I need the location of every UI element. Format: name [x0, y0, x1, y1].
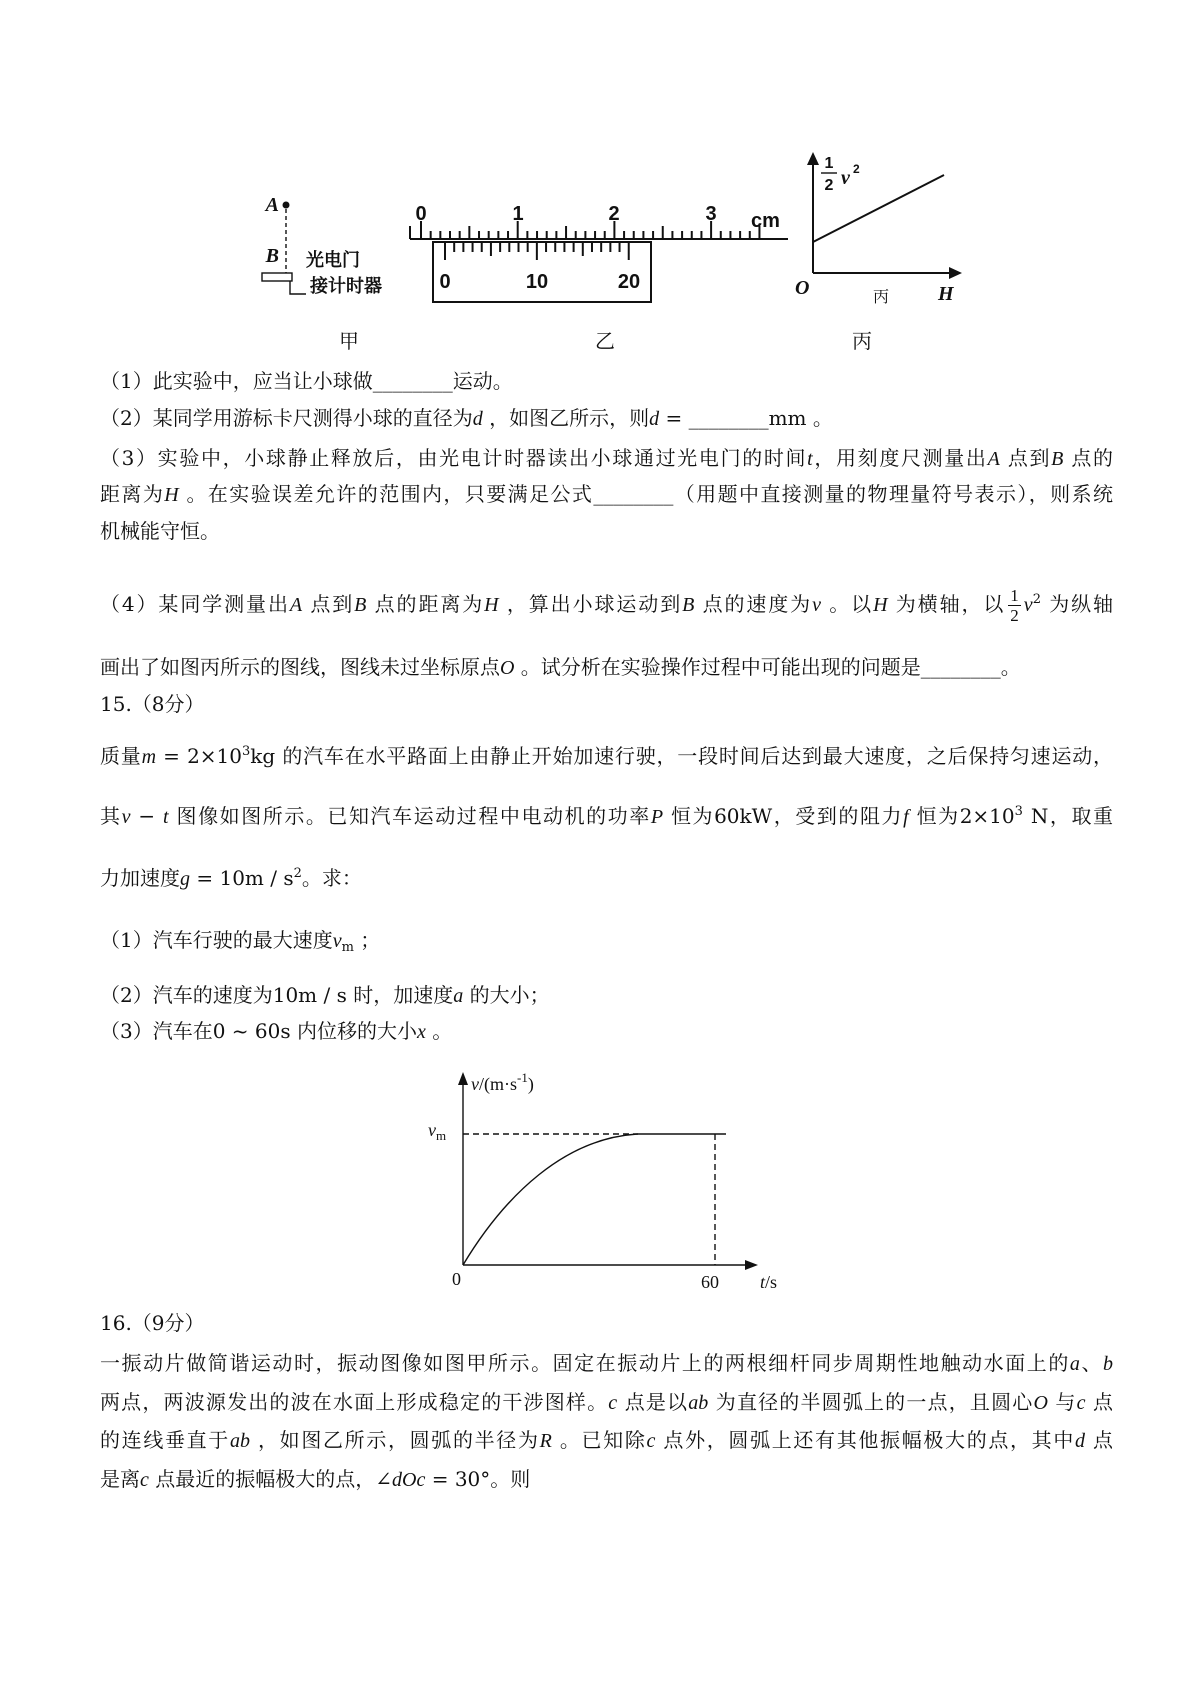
figure-jia	[262, 194, 382, 353]
q14-item-3-line-1	[100, 444, 1113, 472]
x-label: H	[938, 283, 954, 305]
text-run: /(m·s	[479, 1074, 517, 1094]
math-variable: dOc	[392, 1469, 426, 1491]
text-run: 画出了如图丙所示的图线，图线未过坐标原点	[100, 655, 500, 679]
text-run: 一振动片做简谐运动时，振动图像如图甲所示。固定在振动片上的两根细杆同步周期性地触动水面上的	[100, 1351, 1070, 1375]
text-run: （4）某同学测量出	[100, 592, 290, 616]
timer-label: 接计时器	[310, 276, 382, 297]
math-variable: b	[1103, 1353, 1114, 1375]
q16-stem-line-2	[100, 1388, 1113, 1416]
figure-bing	[795, 152, 962, 353]
text-run: 。求：	[301, 866, 362, 890]
text-run: 为纵轴	[1040, 592, 1114, 616]
vt-graph	[458, 1072, 758, 1270]
text-run: )	[527, 1074, 534, 1094]
superscript: 3	[1014, 804, 1023, 819]
math-variable: v	[121, 806, 131, 828]
figure-bing-caption: 丙	[852, 329, 872, 353]
q14-item-1	[100, 367, 1113, 395]
text-run: 。试分析在实验操作过程中可能出现的问题是________。	[514, 655, 1021, 679]
text-run: 是离	[100, 1467, 140, 1491]
math-variable: t	[163, 806, 169, 828]
text-run: ，如图乙所示，则	[482, 406, 650, 430]
text-run: 图像如图所示。已知汽车运动过程中电动机的功率	[168, 804, 651, 828]
velocity-curve	[463, 1134, 638, 1265]
math-variable: O	[500, 657, 515, 679]
x-axis-arrow	[949, 267, 962, 279]
math-variable: A	[289, 594, 303, 616]
text-run: ；	[353, 928, 381, 952]
text-run: 点	[1085, 1390, 1114, 1414]
math-variable: B	[682, 594, 695, 616]
fraction-denominator: 2	[1010, 606, 1019, 625]
text-run: −	[130, 804, 164, 828]
point-a-dot	[283, 202, 290, 209]
text-run: 点的速度为	[694, 592, 813, 616]
text-run: 质量	[100, 744, 142, 768]
math-variable: H	[484, 594, 499, 616]
timer-connector	[290, 281, 306, 294]
text-run: 的大小；	[463, 983, 550, 1007]
text-run: 、	[1079, 1351, 1104, 1375]
text-run: 点	[1085, 1428, 1114, 1452]
vt-vm-label	[428, 1119, 446, 1141]
text-run: （3）实验中，小球静止释放后，由光电计时器读出小球通过光电门的时间	[100, 446, 808, 470]
origin-label: O	[795, 277, 810, 299]
text-run: 恒为60kW，受到的阻力	[663, 804, 904, 828]
superscript: 2	[1032, 592, 1041, 607]
text-run: ，算出小球运动到	[498, 592, 683, 616]
text-run: （2）汽车的速度为10m / s 时，加速度	[100, 983, 454, 1007]
text-run: = 10m / s	[190, 866, 294, 890]
math-variable: f	[903, 806, 909, 828]
math-variable: ab	[688, 1392, 709, 1414]
q14-item-3-line-2	[100, 480, 1113, 508]
math-variable: H	[873, 594, 888, 616]
q14-item-3-line-3	[100, 517, 1113, 545]
text-run: 点外，圆弧上还有其他振幅极大的点，其中	[655, 1428, 1076, 1452]
math-variable: P	[650, 806, 664, 828]
text-run: = ________mm 。	[659, 406, 833, 430]
q14-item-4-line-2	[100, 653, 1113, 681]
text-run: （1）此实验中，应当让小球做________运动。	[100, 369, 513, 393]
math-variable: c	[646, 1430, 656, 1452]
superscript: 2	[293, 866, 302, 881]
text-run: 恒为2×10	[908, 804, 1015, 828]
superscript: -1	[517, 1070, 528, 1085]
text-run: 力加速度	[100, 866, 180, 890]
main-scale-label: 3	[705, 203, 717, 225]
math-variable: B	[1051, 448, 1064, 470]
text-run: 点到	[302, 592, 355, 616]
q14-item-2	[100, 404, 1113, 432]
vt-x-axis-label	[760, 1271, 777, 1293]
vt-y-axis-label	[471, 1070, 534, 1095]
math-variable: v	[471, 1074, 479, 1094]
text-run: ，用刻度尺测量出	[812, 446, 988, 470]
q16-header: 16.（9分）	[100, 1311, 205, 1335]
text-run: 为直径的半圆弧上的一点，且圆心	[708, 1390, 1034, 1414]
text-run: kg 的汽车在水平路面上由静止开始加速行驶，一段时间后达到最大速度，之后保持匀速运动，	[250, 744, 1114, 768]
text-run: 两点，两波源发出的波在水面上形成稳定的干涉图样。	[100, 1390, 609, 1414]
text-run: 机械能守恒。	[100, 519, 220, 543]
math-variable: g	[180, 868, 190, 890]
math-variable: ab	[229, 1430, 250, 1452]
point-b-label: B	[265, 245, 279, 267]
math-variable: c	[140, 1469, 149, 1491]
figure-yi	[410, 203, 788, 353]
subscript: m	[436, 1128, 447, 1143]
photogate	[262, 273, 292, 281]
y-label-denominator: 2	[824, 177, 834, 194]
text-run: （1）汽车行驶的最大速度	[100, 928, 333, 952]
text-run: 点到	[999, 446, 1052, 470]
text-run: 的连线垂直于	[100, 1428, 230, 1452]
math-variable: a	[1069, 1353, 1080, 1375]
text-run: 。在实验误差允许的范围内，只要满足公式________（用题中直接测量的物理量符号表示），则系统	[178, 482, 1114, 506]
text-run: 其	[100, 804, 122, 828]
math-variable: v	[332, 930, 342, 952]
math-variable: m	[141, 746, 157, 768]
math-variable: B	[354, 594, 367, 616]
q16-stem-line-4	[100, 1465, 1113, 1493]
vernier-label: 20	[617, 271, 641, 293]
math-variable: a	[453, 985, 464, 1007]
text-run: 。以	[820, 592, 874, 616]
q16-stem-line-1	[100, 1349, 1113, 1377]
math-variable: t	[760, 1272, 766, 1292]
q15-stem-line-3	[100, 864, 1113, 892]
vt-origin-label: 0	[452, 1269, 461, 1289]
text-run: （3）汽车在0 ~ 60s 内位移的大小	[100, 1019, 417, 1043]
main-scale-label: 2	[608, 203, 620, 225]
math-variable: d	[472, 408, 483, 430]
figure-yi-caption: 乙	[595, 329, 615, 353]
vernier-label: 10	[525, 271, 549, 293]
fraction	[1008, 586, 1021, 625]
math-variable: c	[608, 1392, 618, 1414]
math-variable: d	[1075, 1430, 1086, 1452]
math-variable: v	[1023, 594, 1033, 616]
point-a-label: A	[265, 194, 279, 216]
text-run: 点的距离为	[366, 592, 485, 616]
vernier-ticks	[445, 242, 629, 260]
q15-item-2	[100, 981, 1113, 1009]
text-run: 点是以	[617, 1390, 689, 1414]
fraction-numerator: 1	[1010, 586, 1019, 605]
math-variable: d	[649, 408, 660, 430]
figure-bing-inner-label: 丙	[873, 287, 890, 306]
math-variable: v	[428, 1120, 436, 1140]
math-variable: O	[1033, 1392, 1048, 1414]
text-run: 距离为	[100, 482, 165, 506]
y-axis-arrow	[807, 152, 819, 165]
y-label-exponent: 2	[853, 162, 860, 176]
text-run: 点最近的振幅极大的点，∠	[148, 1467, 393, 1491]
text-run: = 2×10	[156, 744, 243, 768]
q15-stem-line-1	[100, 742, 1113, 770]
main-scale-label: 0	[415, 203, 427, 225]
photogate-label: 光电门	[306, 250, 360, 271]
text-run: 为横轴，以	[887, 592, 1006, 616]
q15-header: 15.（8分）	[100, 692, 205, 716]
text-run: /s	[765, 1272, 778, 1292]
text-run: （2）某同学用游标卡尺测得小球的直径为	[100, 406, 473, 430]
superscript: 3	[242, 744, 251, 759]
text-run: 。已知除	[551, 1428, 647, 1452]
text-run: 点的	[1063, 446, 1114, 470]
text-run: = 30°。则	[425, 1467, 531, 1491]
q15-item-1	[100, 926, 1113, 954]
text-run: ，如图乙所示，圆弧的半径为	[249, 1428, 540, 1452]
y-label-variable: v	[841, 167, 850, 189]
math-variable: v	[812, 594, 821, 616]
vt-y-axis-arrow	[458, 1072, 468, 1085]
main-scale-unit: cm	[751, 210, 780, 232]
q14-item-4-line-1	[100, 586, 1114, 625]
q16-stem-line-3	[100, 1426, 1113, 1454]
math-variable: t	[807, 448, 813, 470]
figure-jia-caption: 甲	[339, 329, 359, 353]
y-label-numerator: 1	[824, 155, 834, 172]
math-variable: R	[539, 1430, 552, 1452]
vernier-label: 0	[439, 271, 451, 293]
math-variable: A	[987, 448, 1000, 470]
q15-stem-line-2	[100, 802, 1113, 830]
math-variable: x	[417, 1021, 426, 1043]
vt-x-tick-60: 60	[701, 1272, 719, 1292]
subscript: m	[341, 940, 354, 955]
main-scale-label: 1	[512, 203, 524, 225]
text-run: 。	[425, 1019, 453, 1043]
math-variable: H	[164, 484, 179, 506]
vt-x-axis-arrow	[745, 1260, 758, 1270]
text-run: N，取重	[1022, 804, 1114, 828]
math-variable: c	[1076, 1392, 1086, 1414]
text-run: 与	[1047, 1390, 1077, 1414]
q15-item-3	[100, 1017, 1113, 1045]
